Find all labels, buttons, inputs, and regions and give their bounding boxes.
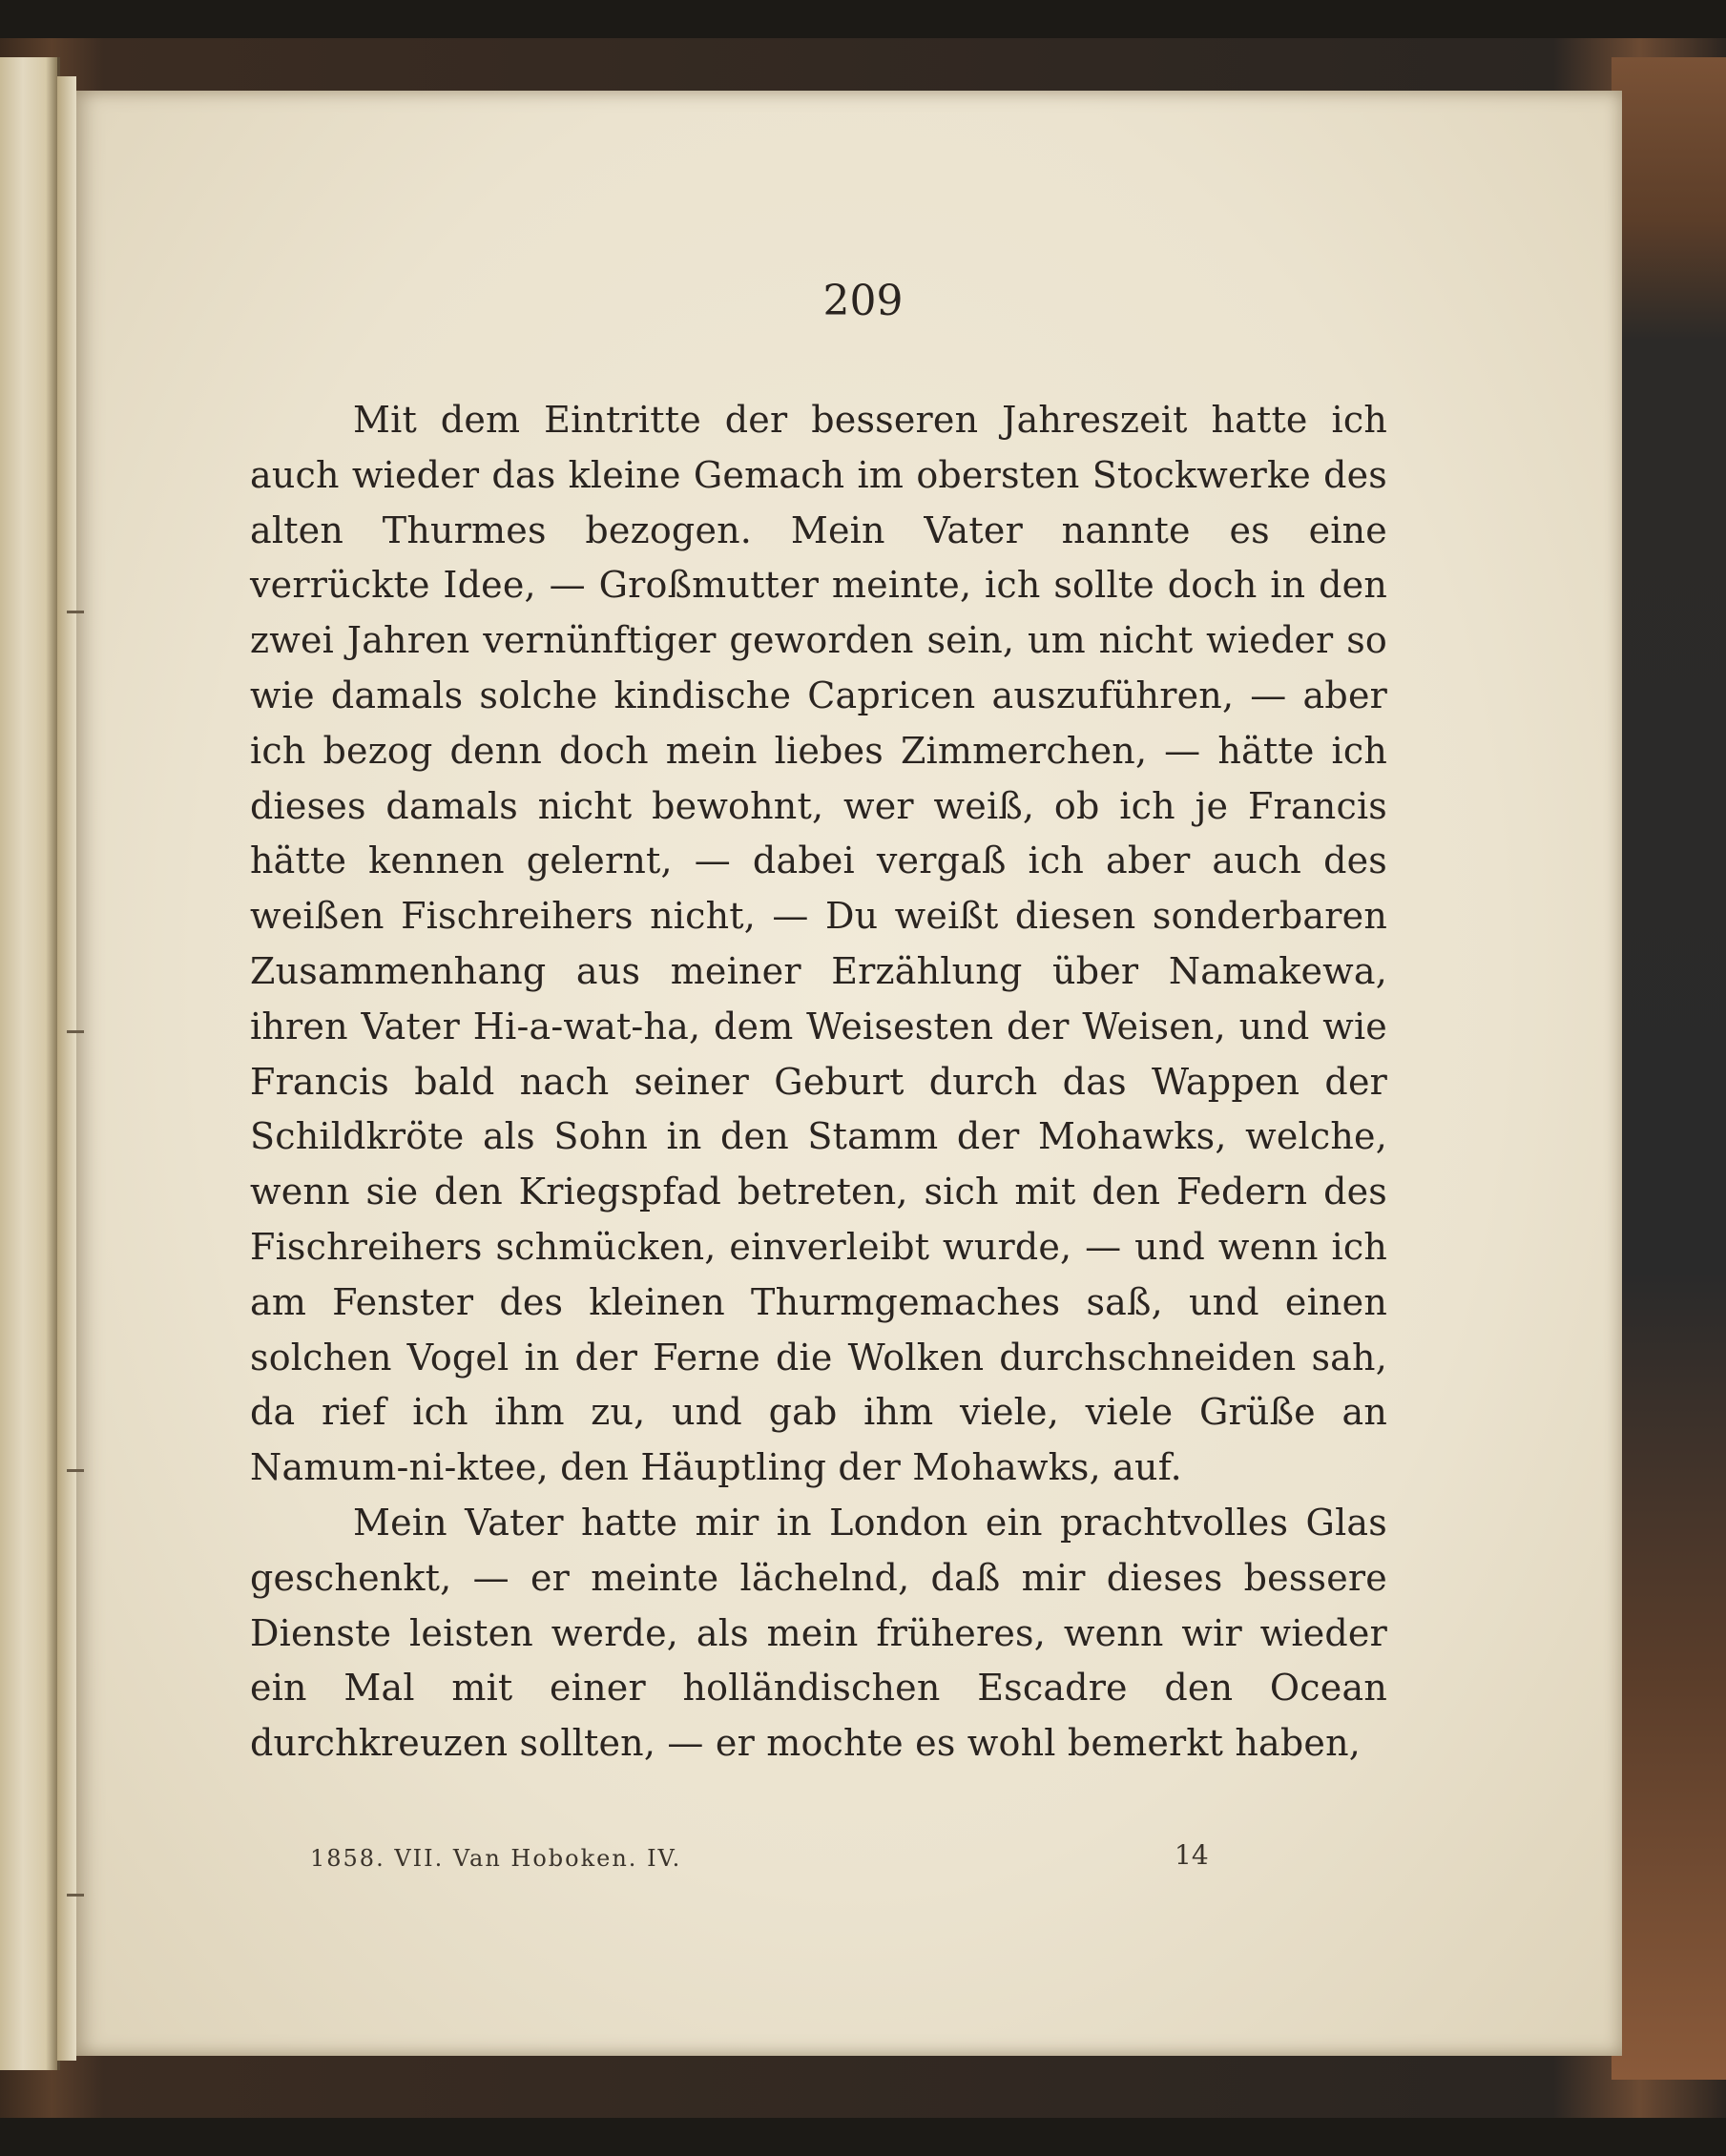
book-cover-right-edge	[1612, 57, 1726, 2080]
footer-sheet-number: 14	[1175, 1839, 1209, 1871]
footer-signature: 1858. VII. Van Hoboken. IV.	[310, 1845, 682, 1872]
paragraph-1: Mit dem Eintritte der besseren Jahreszeit hatte ich auch wieder das kleine Gemach im obersten Stockwerke des alten Thurmes bezogen. Mein Vater nannte es eine verrückte Idee, — Großmutter meinte, ich sollte doch in den zwei Jahren vernünftiger geworden sein, um nicht wieder so wie damals solche kindische Capricen auszuführen, — aber ich bezog denn doch mein liebes Zimmerchen, — hätte ich dieses damals nicht bewohnt, wer weiß, ob ich je Francis hätte kennen gelernt, — dabei vergaß ich aber auch des weißen Fischreihers nicht, — Du weißt diesen sonderbaren Zusammenhang aus meiner Erzählung über Namakewa, ihren Vater Hi-a-wat-ha, dem Weisesten der Weisen, und wie Francis bald nach seiner Geburt durch das Wappen der Schildkröte als Sohn in den Stamm der Mohawks, welche, wenn sie den Kriegspfad betreten, sich mit den Federn des Fischreihers schmücken, einverleibt wurde, — und wenn ich am Fenster des kleinen Thurmgemaches saß, und einen solchen Vogel in der Ferne die Wolken durchschneiden sah, da rief ich ihm zu, und gab ihm viele, viele Grüße an Namum-ni-ktee, den Häuptling der Mohawks, auf.	[250, 399, 1387, 1489]
page-number: 209	[822, 277, 904, 325]
paragraph-2: Mein Vater hatte mir in London ein prachtvolles Glas geschenkt, — er meinte lächelnd, daß mir dieses bessere Dienste leisten werde, als mein früheres, wenn wir wieder ein Mal mit einer holländischen Escadre den Ocean durchkreuzen sollten, — er mochte es wohl bemerkt haben,	[250, 1501, 1387, 1765]
margin-mark	[67, 1894, 84, 1897]
margin-mark	[67, 1469, 84, 1472]
page-gutter	[57, 76, 76, 2061]
page-body	[250, 393, 1387, 1772]
margin-mark	[67, 1030, 84, 1033]
previous-page-edge	[0, 57, 60, 2070]
margin-mark	[67, 611, 84, 613]
page-footer	[310, 1839, 1388, 1877]
